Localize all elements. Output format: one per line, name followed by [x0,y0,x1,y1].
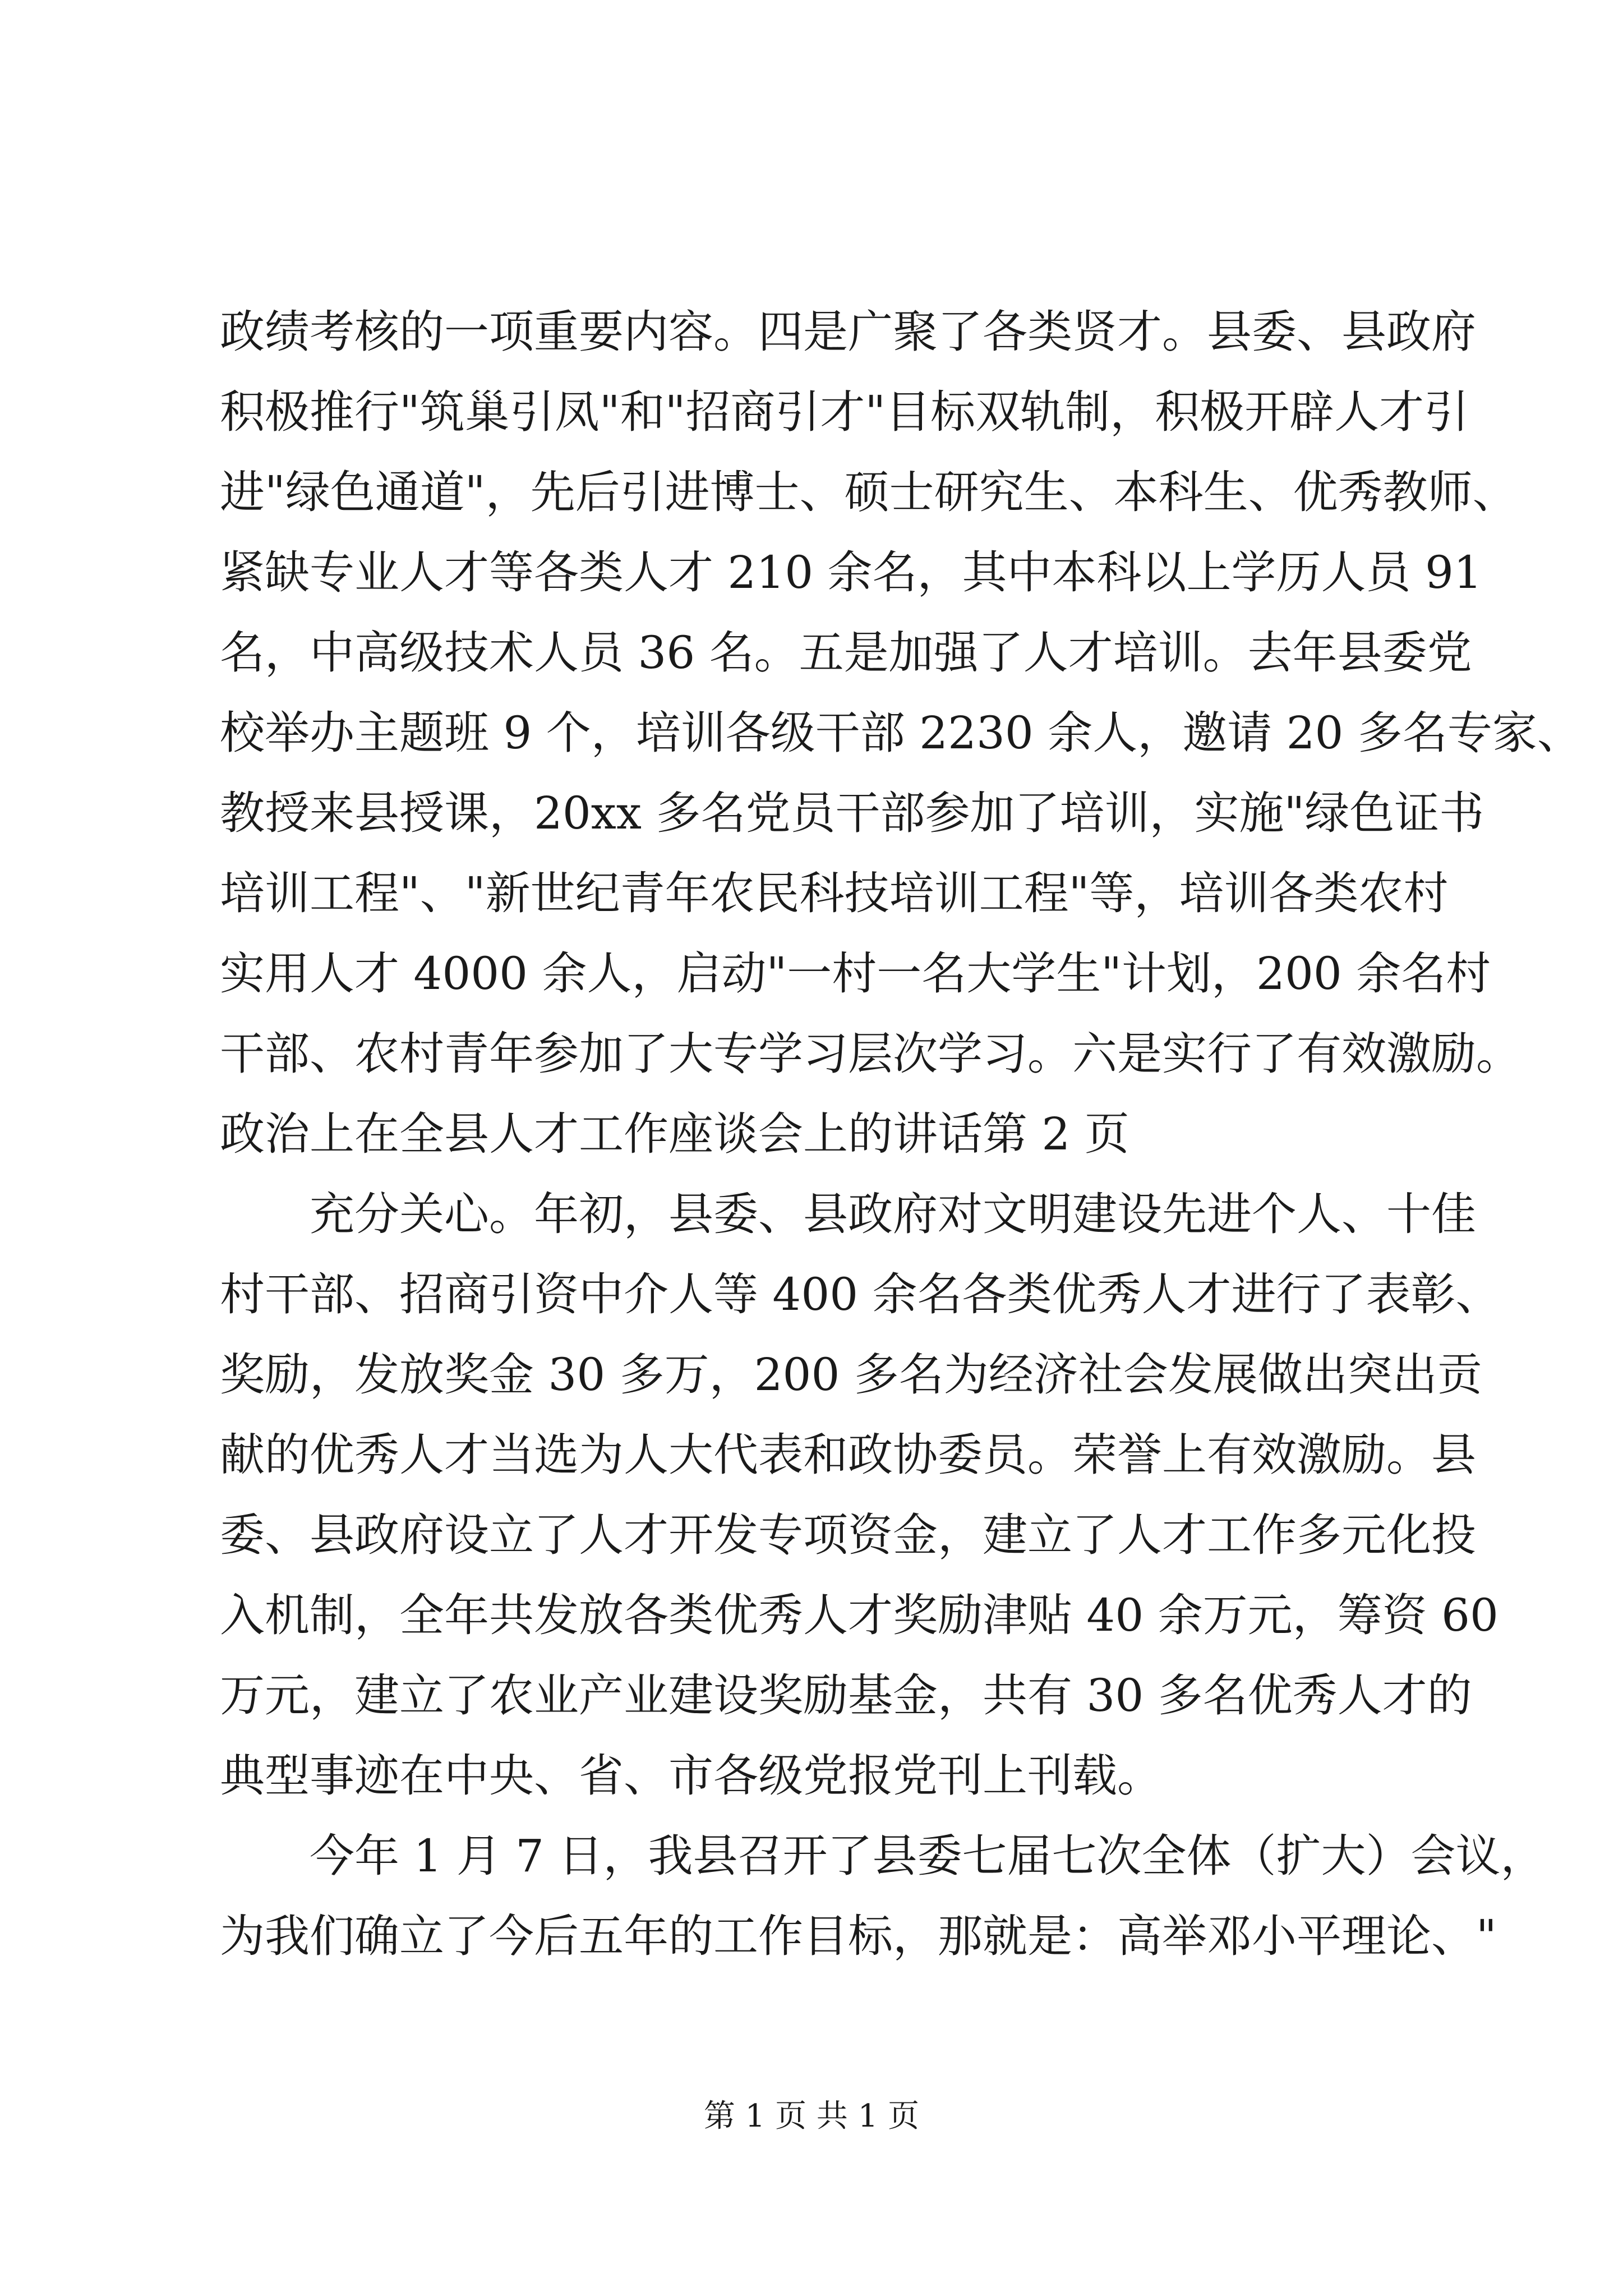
text-line: 政治上在全县人才工作座谈会上的讲话第 2 页 [220,1108,1129,1160]
text-line: 献的优秀人才当选为人大代表和政协委员。荣誉上有效激励。县 [220,1429,1476,1481]
text-line: 名，中高级技术人员 36 名。五是加强了人才培训。去年县委党 [220,627,1472,679]
text-line: 典型事迹在中央、省、市各级党报党刊上刊载。 [220,1750,1162,1802]
text-line: 积极推行"筑巢引凤"和"招商引才"目标双轨制，积极开辟人才引 [220,386,1469,438]
text-line: 为我们确立了今后五年的工作目标，那就是：高举邓小平理论、" [220,1910,1497,1962]
text-line: 干部、农村青年参加了大专学习层次学习。六是实行了有效激励。 [220,1028,1521,1080]
paragraph-2 [220,1174,1501,1816]
text-line: 今年 1 月 7 日，我县召开了县委七届七次全体（扩大）会议， [310,1830,1546,1882]
paragraph-1 [220,292,1582,1174]
text-line: 政绩考核的一项重要内容。四是广聚了各类贤才。县委、县政府 [220,306,1476,358]
text-line: 村干部、招商引资中介人等 400 余名各类优秀人才进行了表彰、 [220,1268,1501,1320]
text-line: 万元，建立了农业产业建设奖励基金，共有 30 多名优秀人才的 [220,1669,1472,1722]
page-footer [0,2097,1623,2136]
text-line: 奖励，发放奖金 30 多万，200 多名为经济社会发展做出突出贡 [220,1349,1482,1401]
text-line: 校举办主题班 9 个，培训各级干部 2230 余人，邀请 20 多名专家、 [220,707,1582,759]
text-line: 实用人才 4000 余人，启动"一村一名大学生"计划，200 余名村 [220,947,1491,1000]
text-line: 充分关心。年初，县委、县政府对文明建设先进个人、十佳 [310,1188,1476,1240]
text-line: 紧缺专业人才等各类人才 210 余名，其中本科以上学历人员 91 [220,546,1482,599]
paragraph-3 [220,1816,1546,1976]
text-line: 进"绿色通道"，先后引进博士、硕士研究生、本科生、优秀教师、 [220,466,1518,518]
text-line: 教授来县授课，20xx 多名党员干部参加了培训，实施"绿色证书 [220,787,1484,839]
text-line: 委、县政府设立了人才开发专项资金，建立了人才工作多元化投 [220,1509,1476,1561]
document-body [220,292,1582,1976]
text-line: 培训工程"、"新世纪青年农民科技培训工程"等，培训各类农村 [220,867,1449,919]
page-number: 第 1 页 共 1 页 [703,2098,920,2134]
text-line: 入机制，全年共发放各类优秀人才奖励津贴 40 余万元，筹资 60 [220,1589,1498,1641]
